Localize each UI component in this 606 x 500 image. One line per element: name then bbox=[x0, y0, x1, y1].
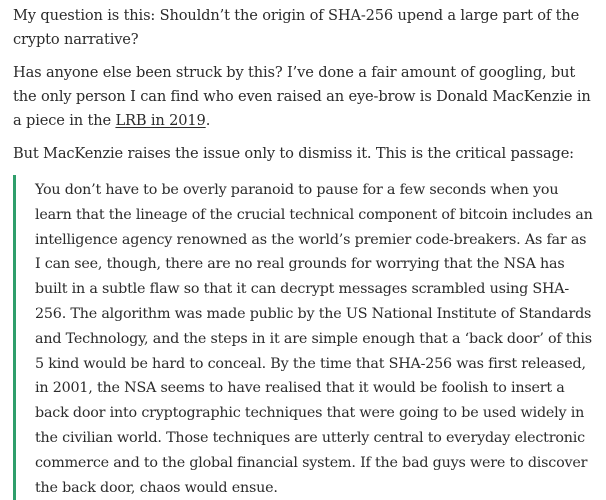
paragraph-dismiss: But MacKenzie raises the issue only to dismiss it. This is the critical passage: bbox=[13, 145, 574, 162]
paragraph-question: My question is this: Shouldn’t the origin of SHA-256 upend a large part of the crypto narrative? bbox=[13, 7, 580, 48]
blockquote-mackenzie: You don’t have to be overly paranoid to pause for a few seconds when you learn that the lineage of the crucial technical component of bitcoin includes an intelligence agency renowned as the world’s premier code-breakers. As far as I can see, though, there are no real grounds for worrying that the NSA has built in a subtle flaw so that it can decrypt messages scrambled using SHA-256. The algorithm was made public by the US National Institute of Standards and Technology, and the steps in it are simple enough that a ‘back door’ of this 5 kind would be hard to conceal. By the time that SHA-256 was first released, in 2001, the NSA seems to have realised that it would be foolish to insert a back door into cryptographic techniques that were going to be used widely in the civilian world. Those techniques are utterly central to everyday electronic commerce and to the global financial system. If the bad guys were to discover the back door, chaos would ensue. bbox=[13, 175, 596, 500]
paragraph-googling bbox=[13, 61, 596, 133]
paragraph-googling-text: Has anyone else been struck by this? I’ve done a fair amount of googling, but the only person I can find who even raised an eye-brow is Donald MacKenzie in a piece in the bbox=[13, 64, 591, 129]
lrb-2019-link[interactable]: LRB in 2019 bbox=[115, 112, 206, 129]
paragraph-googling-period: . bbox=[205, 112, 211, 129]
